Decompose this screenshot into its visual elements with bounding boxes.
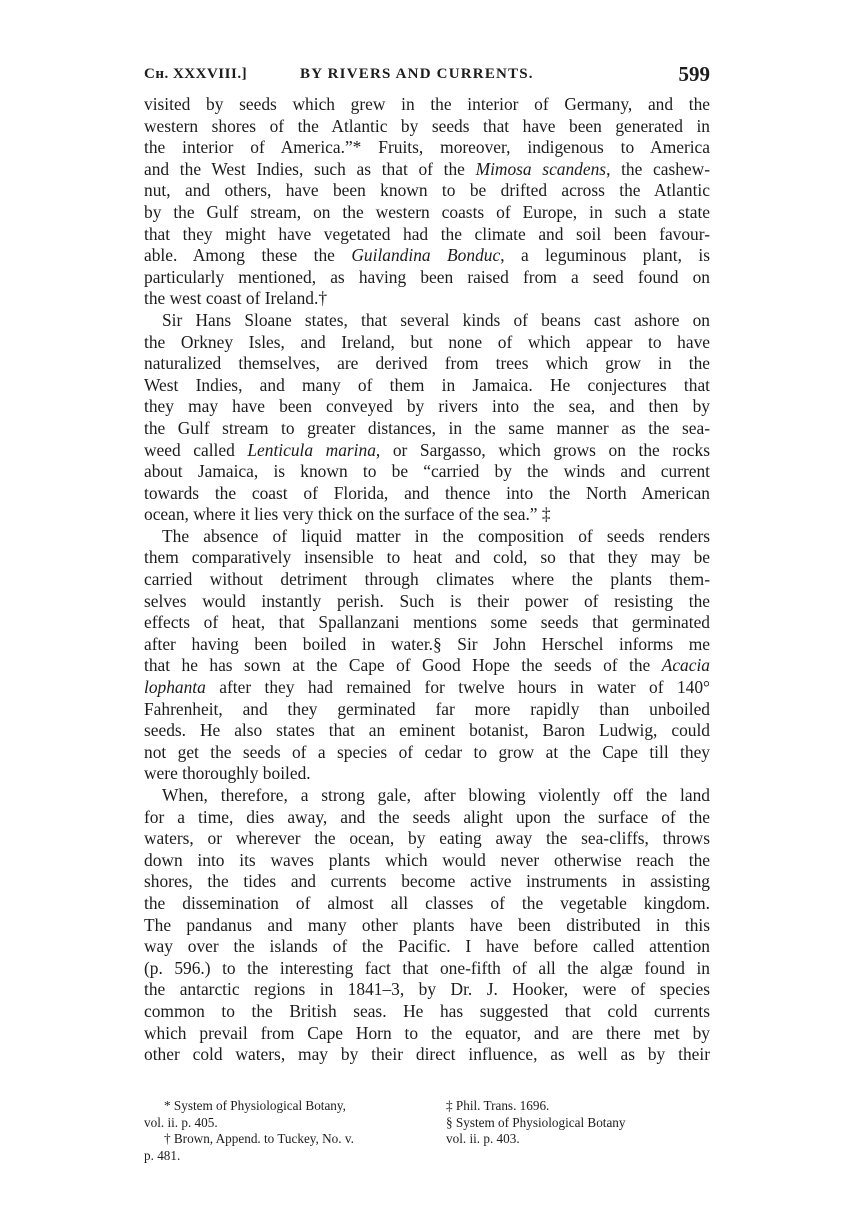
body-text: [144, 94, 710, 1066]
text-line: the west coast of Ireland.†: [144, 288, 328, 309]
text-line: the interior of America.”* Fruits, moreover, indigenous to America: [144, 137, 710, 158]
text-line: the dissemination of almost all classes of the vegetable kingdom.: [144, 892, 710, 913]
text-line: The pandanus and many other plants have been distributed in this: [144, 914, 710, 935]
text-line: which prevail from Cape Horn to the equator, and are there met by: [144, 1022, 710, 1043]
text-line: them comparatively insensible to heat and cold, so that they may be: [144, 547, 710, 568]
footnotes-left-column: [144, 1098, 434, 1164]
text-line: selves would instantly perish. Such is their power of resisting the: [144, 590, 710, 611]
running-title: BY RIVERS AND CURRENTS.: [300, 66, 534, 82]
text-line: Fahrenheit, and they germinated far more rapidly than unboiled: [144, 698, 710, 719]
text-line: the Gulf stream to greater distances, in the same manner as the sea-: [144, 417, 710, 438]
text-line: able. Among these the Guilandina Bonduc, a leguminous plant, is: [144, 245, 710, 266]
footnote-line: vol. ii. p. 403.: [446, 1131, 520, 1147]
footnote-line: vol. ii. p. 405.: [144, 1114, 218, 1130]
text-line: were thoroughly boiled.: [144, 763, 311, 784]
text-line: the antarctic regions in 1841–3, by Dr. J. Hooker, were of species: [144, 979, 710, 1000]
text-line: and the West Indies, such as that of the Mimosa scandens, the cashew-: [144, 158, 710, 179]
text-line: (p. 596.) to the interesting fact that one-fifth of all the algæ found in: [144, 957, 710, 978]
text-line: towards the coast of Florida, and thence into the North American: [144, 482, 710, 503]
chapter-label: Cʜ. XXXVIII.]: [144, 66, 248, 82]
text-line: for a time, dies away, and the seeds alight upon the surface of the: [144, 806, 710, 827]
text-line: weed called Lenticula marina, or Sargasso, which grows on the rocks: [144, 439, 710, 460]
text-line: When, therefore, a strong gale, after blowing violently off the land: [162, 785, 710, 805]
text-line: waters, or wherever the ocean, by eating away the sea-cliffs, throws: [144, 828, 710, 849]
text-line: not get the seeds of a species of cedar to grow at the Cape till they: [144, 741, 710, 762]
text-line: about Jamaica, is known to be “carried by the winds and current: [144, 461, 710, 482]
text-line: other cold waters, may by their direct influence, as well as by their: [144, 1044, 710, 1065]
text-line: way over the islands of the Pacific. I have before called attention: [144, 936, 710, 957]
text-line: naturalized themselves, are derived from trees which grow in the: [144, 353, 710, 374]
page-number: 599: [678, 62, 710, 86]
text-line: effects of heat, that Spallanzani mentions some seeds that germinated: [144, 612, 710, 633]
text-line: particularly mentioned, as having been raised from a seed found on: [144, 266, 710, 287]
text-line: down into its waves plants which would never otherwise reach the: [144, 849, 710, 870]
footnote-line: † Brown, Append. to Tuckey, No. v.: [164, 1131, 354, 1147]
text-line: after having been boiled in water.§ Sir John Herschel informs me: [144, 633, 710, 654]
text-line: nut, and others, have been known to be drifted across the Atlantic: [144, 180, 710, 201]
text-line: by the Gulf stream, on the western coasts of Europe, in such a state: [144, 201, 710, 222]
text-line: the Orkney Isles, and Ireland, but none of which appear to have: [144, 331, 710, 352]
text-line: western shores of the Atlantic by seeds that have been generated in: [144, 115, 710, 136]
footnotes-right-column: [446, 1098, 710, 1148]
text-line: lophanta after they had remained for twelve hours in water of 140°: [144, 677, 710, 698]
footnote-line: p. 481.: [144, 1147, 181, 1163]
text-line: Sir Hans Sloane states, that several kinds of beans cast ashore on: [162, 309, 710, 330]
footnote-line: § System of Physiological Botany: [446, 1114, 626, 1130]
text-line: shores, the tides and currents become active instruments in assisting: [144, 871, 710, 892]
footnote-line: * System of Physiological Botany,: [164, 1098, 346, 1113]
text-line: common to the British seas. He has suggested that cold currents: [144, 1000, 710, 1021]
text-line: visited by seeds which grew in the interior of Germany, and the: [144, 94, 710, 114]
text-line: carried without detriment through climates where the plants them-: [144, 569, 710, 590]
text-line: they may have been conveyed by rivers into the sea, and then by: [144, 396, 710, 417]
text-line: that they might have vegetated had the climate and soil been favour-: [144, 223, 710, 244]
footnote-line: ‡ Phil. Trans. 1696.: [446, 1098, 550, 1113]
text-line: that he has sown at the Cape of Good Hope the seeds of the Acacia: [144, 655, 710, 676]
text-line: seeds. He also states that an eminent botanist, Baron Ludwig, could: [144, 720, 710, 741]
text-line: ocean, where it lies very thick on the surface of the sea.” ‡: [144, 504, 551, 525]
text-line: West Indies, and many of them in Jamaica. He conjectures that: [144, 374, 710, 395]
text-line: The absence of liquid matter in the composition of seeds renders: [162, 525, 710, 546]
running-header: [144, 62, 710, 90]
